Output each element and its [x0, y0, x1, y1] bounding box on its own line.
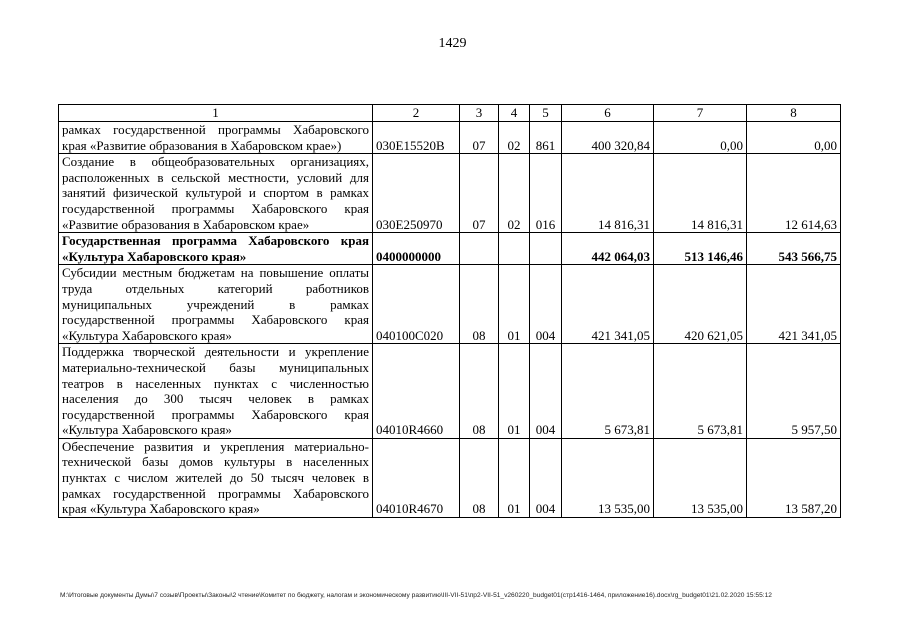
row-amount-1: 400 320,84	[562, 122, 654, 154]
row-amount-3: 0,00	[747, 122, 841, 154]
row-section	[460, 233, 499, 265]
row-subsection: 01	[499, 265, 530, 344]
row-expense-type	[530, 233, 562, 265]
row-amount-2: 14 816,31	[654, 154, 747, 233]
row-code: 030E15520В	[373, 122, 460, 154]
row-amount-3: 5 957,50	[747, 344, 841, 439]
header-cell: 3	[460, 105, 499, 122]
row-expense-type: 861	[530, 122, 562, 154]
row-expense-type: 004	[530, 438, 562, 517]
header-cell: 6	[562, 105, 654, 122]
row-section: 07	[460, 122, 499, 154]
row-amount-3: 421 341,05	[747, 265, 841, 344]
header-cell: 2	[373, 105, 460, 122]
row-expense-type: 004	[530, 344, 562, 439]
row-amount-2: 0,00	[654, 122, 747, 154]
row-amount-2: 420 621,05	[654, 265, 747, 344]
row-section: 08	[460, 344, 499, 439]
row-amount-3: 13 587,20	[747, 438, 841, 517]
table-row	[59, 265, 841, 344]
row-amount-2: 513 146,46	[654, 233, 747, 265]
row-expense-type: 004	[530, 265, 562, 344]
header-cell: 7	[654, 105, 747, 122]
row-code: 04010R4670	[373, 438, 460, 517]
row-expense-type: 016	[530, 154, 562, 233]
row-amount-1: 13 535,00	[562, 438, 654, 517]
row-code: 04010R4660	[373, 344, 460, 439]
row-subsection: 02	[499, 154, 530, 233]
table-row-program	[59, 233, 841, 265]
table-row	[59, 344, 841, 439]
row-subsection: 02	[499, 122, 530, 154]
row-amount-2: 13 535,00	[654, 438, 747, 517]
row-code: 030E250970	[373, 154, 460, 233]
row-description: Субсидии местным бюджетам на повышение оплаты труда отдельных категорий работников муниципальных учреждений в рамках государственной программы Хабаровского края «Культура Хабаровского края»	[59, 265, 373, 344]
table-row	[59, 154, 841, 233]
row-amount-3: 543 566,75	[747, 233, 841, 265]
row-code: 040100С020	[373, 265, 460, 344]
row-description: Создание в общеобразовательных организациях, расположенных в сельской местности, условий для занятий физической культурой и спортом в рамках государственной программы Хабаровского края «Развитие образования в Хабаровском крае»	[59, 154, 373, 233]
header-cell: 8	[747, 105, 841, 122]
row-amount-3: 12 614,63	[747, 154, 841, 233]
page-number: 1429	[438, 36, 467, 51]
header-cell: 4	[499, 105, 530, 122]
document-file-path: M:\Итоговые документы Думы\7 созыв\Проекты\Законы\2 чтение\Комитет по бюджету, налогам и экономическому развитию\III-VII-51\пр2-VII-51_v260220_budget01(стр1416-1464, приложение16).docx\rg_budget01\21.02.2020 15:55:12	[60, 592, 772, 599]
row-amount-1: 421 341,05	[562, 265, 654, 344]
row-description: Поддержка творческой деятельности и укрепление материально-технической базы муниципальных театров в населенных пунктах с численностью населения до 300 тысяч человек в рамках государственной программы Хабаровского края «Культура Хабаровского края»	[59, 344, 373, 439]
table-header-row	[59, 105, 841, 122]
table-row	[59, 438, 841, 517]
row-description: рамках государственной программы Хабаровского края «Развитие образования в Хабаровском крае»)	[59, 122, 373, 154]
row-subsection	[499, 233, 530, 265]
row-subsection: 01	[499, 344, 530, 439]
budget-table	[58, 104, 841, 518]
header-cell: 1	[59, 105, 373, 122]
row-section: 08	[460, 265, 499, 344]
row-amount-1: 5 673,81	[562, 344, 654, 439]
row-description: Государственная программа Хабаровского края «Культура Хабаровского края»	[59, 233, 373, 265]
row-section: 08	[460, 438, 499, 517]
table-row	[59, 122, 841, 154]
row-description: Обеспечение развития и укрепления материально-технической базы домов культуры в населенных пунктах с числом жителей до 50 тысяч человек в рамках государственной программы Хабаровского края «Культура Хабаровского края»	[59, 438, 373, 517]
header-cell: 5	[530, 105, 562, 122]
row-section: 07	[460, 154, 499, 233]
row-subsection: 01	[499, 438, 530, 517]
row-amount-2: 5 673,81	[654, 344, 747, 439]
row-amount-1: 14 816,31	[562, 154, 654, 233]
row-code: 0400000000	[373, 233, 460, 265]
row-amount-1: 442 064,03	[562, 233, 654, 265]
